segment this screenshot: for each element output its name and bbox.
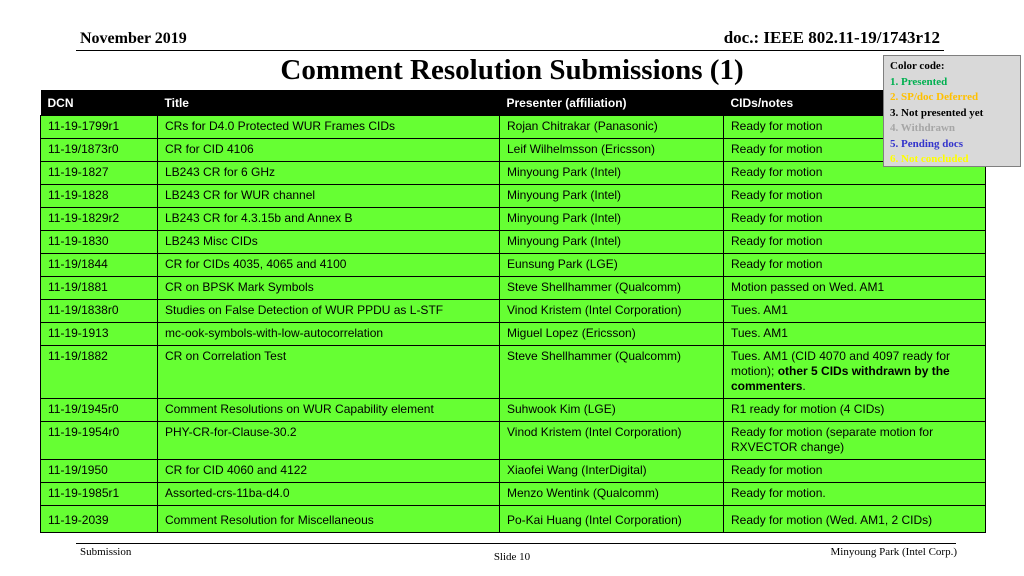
cell-presenter: Xiaofei Wang (InterDigital) [500, 460, 724, 483]
cell-presenter: Eunsung Park (LGE) [500, 254, 724, 277]
cell-dcn: 11-19/1945r0 [41, 399, 158, 422]
cell-presenter: Leif Wilhelmsson (Ericsson) [500, 139, 724, 162]
notes-text: Tues. AM1 (CID 4070 and 4097 ready for motion); [731, 349, 951, 378]
cell-title: LB243 CR for 4.3.15b and Annex B [158, 208, 500, 231]
legend-item-not-concluded: 6. Not concluded [890, 153, 969, 165]
footer-slide-number: Slide 10 [493, 551, 531, 563]
cell-dcn: 11-19-1830 [41, 231, 158, 254]
table-row [41, 399, 986, 422]
cell-presenter: Minyoung Park (Intel) [500, 162, 724, 185]
table-row [41, 460, 986, 483]
table-row [41, 300, 986, 323]
cell-dcn: 11-19/1844 [41, 254, 158, 277]
cell-presenter: Rojan Chitrakar (Panasonic) [500, 116, 724, 139]
legend-item-withdrawn: 4. Withdrawn [890, 122, 956, 134]
cell-presenter: Minyoung Park (Intel) [500, 185, 724, 208]
cell-notes: Ready for motion [724, 231, 986, 254]
cell-dcn: 11-19-1985r1 [41, 483, 158, 506]
cell-dcn: 11-19/1838r0 [41, 300, 158, 323]
table-row [41, 346, 986, 399]
cell-title: Assorted-crs-11ba-d4.0 [158, 483, 500, 506]
cell-title: CRs for D4.0 Protected WUR Frames CIDs [158, 116, 500, 139]
table-row [41, 162, 986, 185]
cell-notes: Tues. AM1 [724, 300, 986, 323]
cell-presenter: Vinod Kristem (Intel Corporation) [500, 422, 724, 460]
notes-end-text: . [802, 379, 806, 393]
cell-title: CR on Correlation Test [158, 346, 500, 399]
cell-presenter: Minyoung Park (Intel) [500, 231, 724, 254]
cell-title: mc-ook-symbols-with-low-autocorrelation [158, 323, 500, 346]
cell-notes: Ready for motion [724, 254, 986, 277]
column-header-title: Title [158, 90, 500, 116]
table-row [41, 422, 986, 460]
table-row [41, 231, 986, 254]
table-row [41, 323, 986, 346]
cell-presenter: Po-Kai Huang (Intel Corporation) [500, 506, 724, 533]
cell-title: PHY-CR-for-Clause-30.2 [158, 422, 500, 460]
cell-notes: Ready for motion [724, 185, 986, 208]
cell-dcn: 11-19-1827 [41, 162, 158, 185]
cell-title: LB243 Misc CIDs [158, 231, 500, 254]
cell-notes: Ready for motion (separate motion for RXVECTOR change) [724, 422, 986, 460]
cell-notes: Ready for motion [724, 116, 986, 139]
table-row [41, 254, 986, 277]
slide-title: Comment Resolution Submissions (1) [280, 54, 744, 86]
header-doc-id: doc.: IEEE 802.11-19/1743r12 [723, 28, 940, 47]
cell-title: LB243 CR for 6 GHz [158, 162, 500, 185]
cell-notes: Motion passed on Wed. AM1 [724, 277, 986, 300]
cell-title: Comment Resolutions on WUR Capability element [158, 399, 500, 422]
legend-item-not-presented: 3. Not presented yet [890, 106, 984, 119]
table-row [41, 483, 986, 506]
cell-dcn: 11-19-1829r2 [41, 208, 158, 231]
cell-presenter: Minyoung Park (Intel) [500, 208, 724, 231]
cell-dcn: 11-19/1873r0 [41, 139, 158, 162]
cell-title: CR on BPSK Mark Symbols [158, 277, 500, 300]
cell-title: CR for CID 4106 [158, 139, 500, 162]
table-header-row [41, 90, 986, 116]
cell-dcn: 11-19/1881 [41, 277, 158, 300]
cell-notes: R1 ready for motion (4 CIDs) [724, 399, 986, 422]
table-row [41, 139, 986, 162]
column-header-dcn: DCN [41, 90, 158, 116]
footer-author: Minyoung Park (Intel Corp.) [830, 546, 957, 558]
cell-notes: Tues. AM1 [724, 323, 986, 346]
cell-dcn: 11-19-1954r0 [41, 422, 158, 460]
footer-divider [76, 543, 956, 544]
cell-notes: Ready for motion [724, 460, 986, 483]
cell-dcn: 11-19/1950 [41, 460, 158, 483]
cell-notes: Ready for motion [724, 162, 986, 185]
cell-presenter: Steve Shellhammer (Qualcomm) [500, 277, 724, 300]
table-row [41, 277, 986, 300]
legend-title: Color code: [890, 60, 945, 72]
table-row [41, 116, 986, 139]
cell-notes: Ready for motion (Wed. AM1, 2 CIDs) [724, 506, 986, 533]
cell-presenter: Miguel Lopez (Ericsson) [500, 323, 724, 346]
cell-title: Studies on False Detection of WUR PPDU as L-STF [158, 300, 500, 323]
cell-dcn: 11-19-1913 [41, 323, 158, 346]
footer-submission: Submission [80, 546, 132, 558]
column-header-notes: CIDs/notes [724, 90, 986, 116]
cell-notes [724, 346, 986, 399]
cell-presenter: Suhwook Kim (LGE) [500, 399, 724, 422]
cell-notes: Ready for motion. [724, 483, 986, 506]
notes-bold-text: other 5 CIDs withdrawn by the commenters [731, 364, 950, 393]
cell-notes: Ready for motion [724, 208, 986, 231]
cell-title: Comment Resolution for Miscellaneous [158, 506, 500, 533]
cell-dcn: 11-19/1882 [41, 346, 158, 399]
cell-dcn: 11-19-2039 [41, 506, 158, 533]
header-date: November 2019 [80, 30, 187, 47]
cell-title: LB243 CR for WUR channel [158, 185, 500, 208]
table-row [41, 185, 986, 208]
legend-item-pending-docs: 5. Pending docs [890, 137, 964, 150]
cell-notes: Ready for motion [724, 139, 986, 162]
cell-presenter: Menzo Wentink (Qualcomm) [500, 483, 724, 506]
cell-dcn: 11-19-1828 [41, 185, 158, 208]
cell-presenter: Vinod Kristem (Intel Corporation) [500, 300, 724, 323]
table-row [41, 506, 986, 533]
cell-title: CR for CID 4060 and 4122 [158, 460, 500, 483]
cell-title: CR for CIDs 4035, 4065 and 4100 [158, 254, 500, 277]
legend-item-deferred: 2. SP/doc Deferred [890, 91, 979, 103]
table-row [41, 208, 986, 231]
header-divider [76, 50, 944, 51]
submissions-table [40, 90, 986, 533]
legend-item-presented: 1. Presented [890, 75, 948, 88]
cell-dcn: 11-19-1799r1 [41, 116, 158, 139]
cell-presenter: Steve Shellhammer (Qualcomm) [500, 346, 724, 399]
color-code-legend [883, 55, 1021, 167]
column-header-presenter: Presenter (affiliation) [500, 90, 724, 116]
